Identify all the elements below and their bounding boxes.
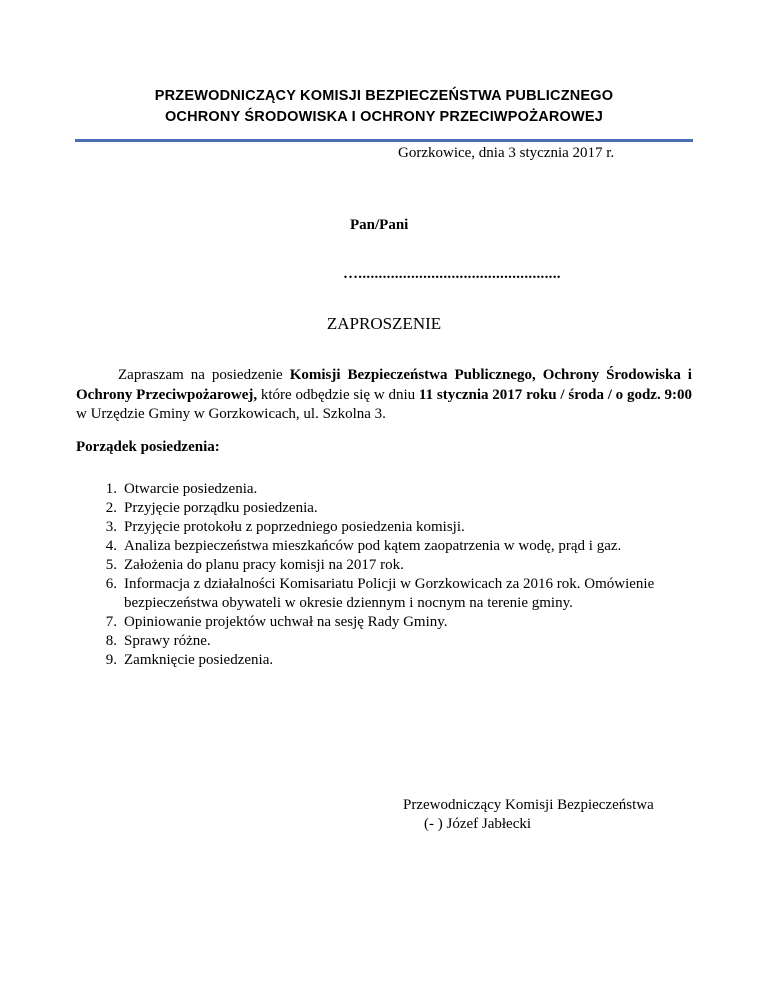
agenda-item-number: 4. xyxy=(105,538,117,554)
agenda-item xyxy=(76,651,692,670)
agenda-item-number: 1. xyxy=(105,481,117,497)
agenda-item-text: Założenia do planu pracy komisji na 2017 rok. xyxy=(124,557,404,573)
agenda-item-text: Analiza bezpieczeństwa mieszkańców pod kątem zaopatrzenia w wodę, prąd i gaz. xyxy=(124,538,622,554)
header-line-1: PRZEWODNICZĄCY KOMISJI BEZPIECZEŃSTWA PUBLICZNEGO xyxy=(154,88,614,104)
intro-text-3: w Urzędzie Gminy w Gorzkowicach, ul. Szkolna 3. xyxy=(76,406,386,422)
agenda-heading: Porządek posiedzenia: xyxy=(76,439,220,455)
agenda-list xyxy=(76,480,692,670)
agenda-item-text: Przyjęcie porządku posiedzenia. xyxy=(124,500,318,516)
agenda-item-number: 2. xyxy=(105,500,117,516)
header-divider xyxy=(75,139,693,142)
agenda-item xyxy=(76,499,692,518)
agenda-item xyxy=(76,518,692,537)
addressee-placeholder-dots: ….................................................. xyxy=(343,266,561,282)
agenda-item xyxy=(76,632,692,651)
agenda-item-number: 5. xyxy=(105,557,117,573)
agenda-item xyxy=(76,480,692,499)
document-title: ZAPROSZENIE xyxy=(326,314,442,333)
document-date: Gorzkowice, dnia 3 stycznia 2017 r. xyxy=(398,145,615,161)
agenda-item-text: Informacja z działalności Komisariatu Policji w Gorzkowicach za 2016 rok. Omówienie bezpieczeństwa obywateli w okresie dziennym i nocnym na terenie gminy. xyxy=(124,576,655,611)
document-header xyxy=(76,86,692,128)
intro-text-2: które odbędzie się w dniu xyxy=(257,386,419,403)
agenda-item-text: Przyjęcie protokołu z poprzedniego posiedzenia komisji. xyxy=(124,519,465,535)
agenda-item-number: 3. xyxy=(105,519,117,535)
signatory-name: (- ) Józef Jabłecki xyxy=(424,816,532,832)
agenda-item-text: Opiniowanie projektów uchwał na sesję Rady Gminy. xyxy=(124,614,448,630)
header-line-2: OCHRONY ŚRODOWISKA I OCHRONY PRZECIWPOŻAROWEJ xyxy=(164,109,604,125)
agenda-item xyxy=(76,613,692,632)
signature-block xyxy=(403,796,654,834)
intro-text-1: Zapraszam na posiedzenie xyxy=(118,367,290,383)
agenda-item xyxy=(76,575,692,613)
addressee-label: Pan/Pani xyxy=(350,217,409,233)
agenda-item-number: 7. xyxy=(105,614,117,630)
agenda-item-text: Zamknięcie posiedzenia. xyxy=(124,652,274,668)
agenda-item-number: 9. xyxy=(105,652,117,668)
meeting-datetime: 11 stycznia 2017 roku / środa / o godz. 9:00 xyxy=(418,386,692,403)
agenda-item-text: Sprawy różne. xyxy=(124,633,211,649)
agenda-item-number: 8. xyxy=(105,633,117,649)
invitation-paragraph xyxy=(76,366,692,425)
agenda-item-text: Otwarcie posiedzenia. xyxy=(124,481,258,497)
signatory-title: Przewodniczący Komisji Bezpieczeństwa xyxy=(403,797,654,813)
agenda-item xyxy=(76,556,692,575)
committee-name: Komisji Bezpieczeństwa Publicznego, Ochrony Środowiska i Ochrony Przeciwpożarowej, xyxy=(76,367,692,403)
agenda-item xyxy=(76,537,692,556)
agenda-item-number: 6. xyxy=(105,576,117,592)
